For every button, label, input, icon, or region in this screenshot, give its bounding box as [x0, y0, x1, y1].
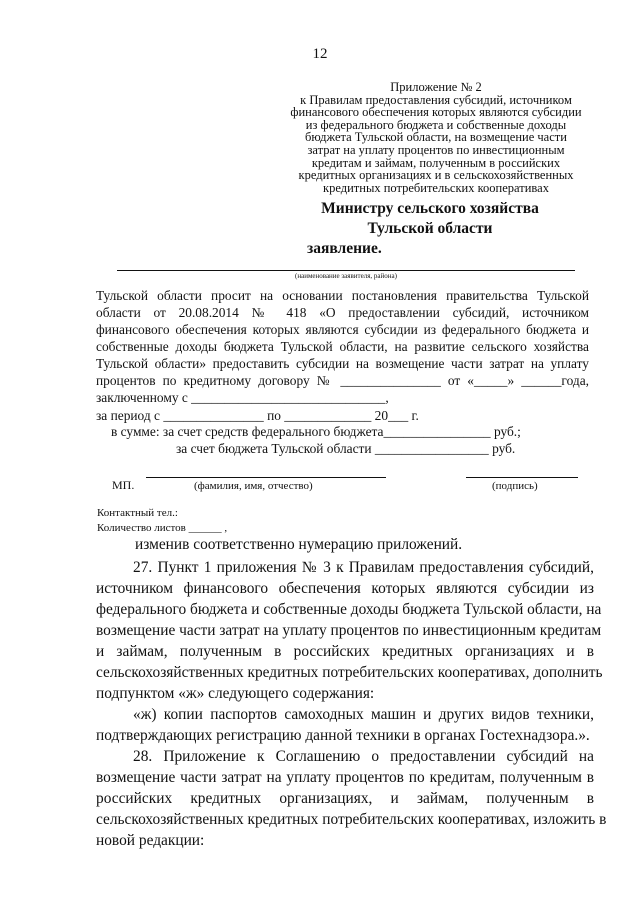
paragraph-27-line: 27. Пункт 1 приложения № 3 к Правилам предоставления субсидий, — [133, 559, 594, 576]
paragraph-28-line: 28. Приложение к Соглашению о предоставлении субсидий на — [133, 748, 594, 765]
form-line: собственные доходы бюджета Тульской области, на развитие сельского хозяйства — [96, 339, 589, 354]
quote-line: подтверждающих регистрацию данной техники в органах Гостехнадзора.». — [96, 727, 590, 744]
form-line: Тульской области просит на основании постановления правительства Тульской — [96, 288, 589, 303]
appendix-line: затрат на уплату процентов по инвестиционным — [307, 142, 565, 157]
appendix-line: Приложение № 2 — [390, 80, 482, 94]
contact-phone: Контактный тел.: — [97, 507, 178, 519]
paragraph-27-line: подпунктом «ж» следующего содержания: — [96, 685, 375, 702]
paragraph-27-line: федерального бюджета и собственные доходы бюджета Тульской области, на — [96, 601, 602, 618]
paragraph-27-line: сельскохозяйственных кредитных потребительских кооперативах, дополнить — [96, 664, 603, 681]
paragraph-28-line: новой редакции: — [96, 832, 205, 849]
name-caption: (фамилия, имя, отчество) — [194, 480, 313, 492]
form-line: процентов по кредитному договору № _______________ от «_____» ______года, — [96, 373, 589, 388]
statement-label: заявление. — [307, 240, 382, 257]
quote-line: «ж) копии паспортов самоходных машин и других видов техники, — [133, 706, 594, 723]
appendix-line: к Правилам предоставления субсидий, источником — [300, 92, 572, 107]
paragraph-27-line: источником финансового обеспечения которых являются субсидии из — [96, 580, 594, 597]
form-line: за период с _______________ по _____________ 20___ г. — [96, 408, 419, 423]
sum-federal: в сумме: за счет средств федерального бюджета________________ руб.; — [111, 424, 521, 439]
page-number: 12 — [312, 46, 328, 62]
paragraph-28-line: российских кредитных организациях, и займам, полученным в — [96, 790, 594, 807]
form-line: финансового обеспечения которых являются субсидии из федерального бюджета и — [96, 322, 589, 337]
applicant-underline — [117, 270, 575, 271]
addressee-line: Тульской области — [367, 220, 493, 237]
addressee-line: Министру сельского хозяйства — [321, 200, 539, 217]
appendix-line: бюджета Тульской области, на возмещение части — [305, 130, 567, 145]
signature-line — [466, 477, 578, 478]
name-signature-line — [146, 477, 386, 478]
paragraph-27-line: возмещение части затрат на уплату процентов по инвестиционным кредитам — [96, 622, 602, 639]
form-line: Тульской области» предоставить субсидии на возмещение части затрат на уплату — [96, 356, 589, 371]
form-line: заключенному с _____________________________, — [96, 390, 389, 405]
seal-mark: МП. — [112, 478, 135, 492]
sheet-count: Количество листов ______ , — [97, 522, 228, 534]
appendix-line: кредитам и займам, полученным в российских — [311, 155, 561, 170]
paragraph-28-line: сельскохозяйственных кредитных потребительских кооперативах, изложить в — [96, 811, 607, 828]
appendix-header — [236, 81, 636, 194]
applicant-caption: (наименование заявителя, района) — [295, 272, 397, 280]
appendix-line: финансового обеспечения которых являются субсидии — [290, 105, 582, 120]
paragraph-28-line: возмещение части затрат на уплату процентов по кредитам, полученным в — [96, 769, 594, 786]
paragraph-27-line: и займам, полученным в российских кредитных организациях и в — [96, 643, 594, 660]
signature-caption: (подпись) — [492, 480, 538, 492]
body-paragraph: изменив соответственно нумерацию приложений. — [135, 536, 463, 553]
appendix-line: из федерального бюджета и собственные доходы — [305, 117, 567, 132]
sum-regional: за счет бюджета Тульской области _________________ руб. — [176, 441, 516, 456]
appendix-line: кредитных потребительских кооперативах — [323, 180, 549, 195]
form-line: области от 20.08.2014 № 418 «О предоставлении субсидий, источником — [96, 305, 589, 320]
addressee — [300, 199, 560, 239]
appendix-line: кредитных организациях и в сельскохозяйственных — [298, 168, 574, 183]
